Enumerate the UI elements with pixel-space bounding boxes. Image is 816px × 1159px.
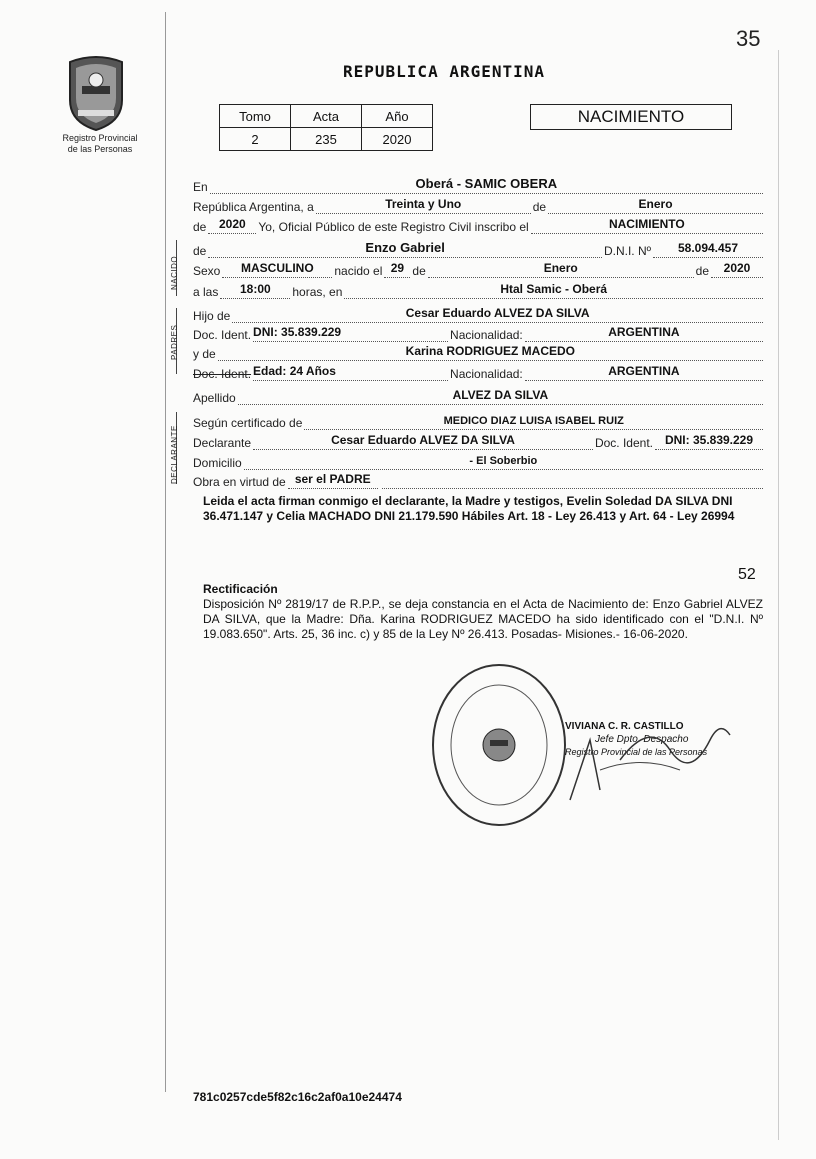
value-year: 2020 [219, 217, 246, 231]
label-de-2: de [193, 220, 207, 234]
line-father [193, 305, 765, 323]
line-hora [193, 281, 765, 299]
value-father-doc: DNI: 35.839.229 [253, 325, 342, 339]
value-birth-month: Enero [543, 261, 578, 275]
value-birth-place: Htal Samic - Oberá [500, 282, 608, 296]
line-name [193, 240, 765, 258]
section-nacido: NACIDO [170, 255, 179, 290]
value-father-nat: ARGENTINA [608, 325, 680, 339]
misiones-shield-logo [64, 52, 128, 132]
record-value-acta: 235 [291, 128, 362, 151]
label-oficial: Yo, Oficial Público de este Registro Civil inscribo el [258, 220, 529, 234]
label-doc-ident-2: Doc. Ident. [193, 367, 252, 381]
value-day-words: Treinta y Uno [385, 197, 462, 211]
value-sexo: MASCULINO [241, 261, 314, 275]
value-mother-doc: Edad: 24 Años [253, 364, 336, 378]
line-domicilio [193, 452, 765, 470]
value-apellido: ALVEZ DA SILVA [452, 388, 549, 402]
value-father: Cesar Eduardo ALVEZ DA SILVA [405, 306, 590, 320]
handwritten-signature [560, 700, 740, 810]
value-declarante-doc: DNI: 35.839.229 [664, 433, 754, 447]
label-a-las: a las [193, 285, 219, 299]
value-month: Enero [638, 197, 673, 211]
value-event: NACIMIENTO [608, 217, 685, 231]
country-title: REPUBLICA ARGENTINA [343, 62, 546, 81]
line-place [193, 176, 765, 194]
signature-role: Jefe Dpto. Despacho [595, 734, 689, 745]
value-mother: Karina RODRIGUEZ MACEDO [405, 344, 576, 358]
rectificacion-title: Rectificación [203, 582, 278, 596]
record-type-box: NACIMIENTO [530, 104, 732, 130]
value-hora: 18:00 [240, 282, 271, 296]
section-declarante: DECLARANTE [170, 425, 179, 484]
document-hash: 781c0257cde5f82c16c2af0a10e24474 [193, 1090, 402, 1104]
label-horas-en: horas, en [292, 285, 343, 299]
label-de-3: de [193, 244, 207, 258]
value-domicilio: - El Soberbio [469, 455, 538, 467]
label-segun: Según certificado de [193, 416, 303, 430]
label-de-4: de [412, 264, 426, 278]
value-name: Enzo Gabriel [365, 240, 445, 255]
signature-name: VIVIANA C. R. CASTILLO [565, 721, 684, 732]
line-event [193, 216, 765, 234]
value-dni: 58.094.457 [677, 241, 739, 255]
value-birth-year: 2020 [723, 261, 751, 275]
label-nacionalidad-1: Nacionalidad: [450, 328, 523, 342]
label-sexo: Sexo [193, 264, 221, 278]
line-certificado [193, 412, 765, 430]
label-y-de: y de [193, 347, 216, 361]
value-certificado: MEDICO DIAZ LUISA ISABEL RUIZ [443, 415, 624, 427]
label-doc-ident-3: Doc. Ident. [594, 436, 653, 450]
label-obra: Obra en virtud de [193, 475, 286, 489]
value-obra: ser el PADRE [294, 472, 371, 486]
record-value-anio: 2020 [362, 128, 433, 151]
label-doc-ident-1: Doc. Ident. [193, 328, 252, 342]
closing-paragraph: Leida el acta firman conmigo el declarante, la Madre y testigos, Evelin Soledad DA SILVA DNI 36.471.147 y Celia MACHADO DNI 21.179.590 Hábiles Art. 18 - Ley 26.413 y Art. 64 - Ley 26994 [203, 494, 735, 523]
record-header-acta: Acta [291, 105, 362, 128]
rectificacion-number: 52 [738, 566, 756, 583]
line-mother-doc [193, 363, 765, 381]
line-date [193, 196, 765, 214]
line-mother [193, 343, 765, 361]
label-dni: D.N.I. Nº [603, 244, 651, 258]
line-apellido [193, 387, 765, 405]
issuer-name [50, 133, 150, 155]
record-header-anio: Año [362, 105, 433, 128]
margin-line [165, 12, 166, 1092]
record-value-tomo: 2 [220, 128, 291, 151]
page-number: 35 [736, 26, 761, 51]
section-padres: PADRES [170, 324, 179, 360]
label-en: En [193, 180, 208, 194]
line-father-doc [193, 324, 765, 342]
label-de-5: de [695, 264, 709, 278]
issuer-line-2: de las Personas [67, 144, 133, 154]
label-domicilio: Domicilio [193, 456, 242, 470]
label-declarante: Declarante [193, 436, 252, 450]
record-table [219, 104, 433, 151]
official-stamp [428, 660, 570, 830]
issuer-line-1: Registro Provincial [62, 133, 138, 143]
label-de-1: de [532, 200, 547, 214]
line-declarante [193, 432, 765, 450]
value-mother-nat: ARGENTINA [608, 364, 680, 378]
right-margin-line [778, 50, 779, 1140]
signature-org: Registro Provincial de las Personas [565, 747, 708, 757]
label-nacido-el: nacido el [334, 264, 383, 278]
label-apellido: Apellido [193, 391, 236, 405]
value-declarante: Cesar Eduardo ALVEZ DA SILVA [331, 433, 515, 447]
value-birth-day: 29 [390, 261, 405, 275]
label-nacionalidad-2: Nacionalidad: [450, 367, 523, 381]
label-republica: República Argentina, a [193, 200, 314, 214]
record-header-tomo: Tomo [220, 105, 291, 128]
line-obra [193, 471, 765, 489]
value-place: Oberá - SAMIC OBERA [415, 176, 558, 191]
label-hijo-de: Hijo de [193, 309, 231, 323]
line-sexo [193, 260, 765, 278]
rectificacion-text: Disposición Nº 2819/17 de R.P.P., se deja constancia en el Acta de Nacimiento de: Enzo Gabriel ALVEZ DA SILVA, que la Madre: Dña. Karina RODRIGUEZ MACEDO ha sido identificado con el "D.N.I. Nº 19.083.650". Arts. 25, 36 inc. c) y 85 de la Ley Nº 26.413. Posadas- Misiones.- 16-06-2020. [203, 597, 763, 641]
